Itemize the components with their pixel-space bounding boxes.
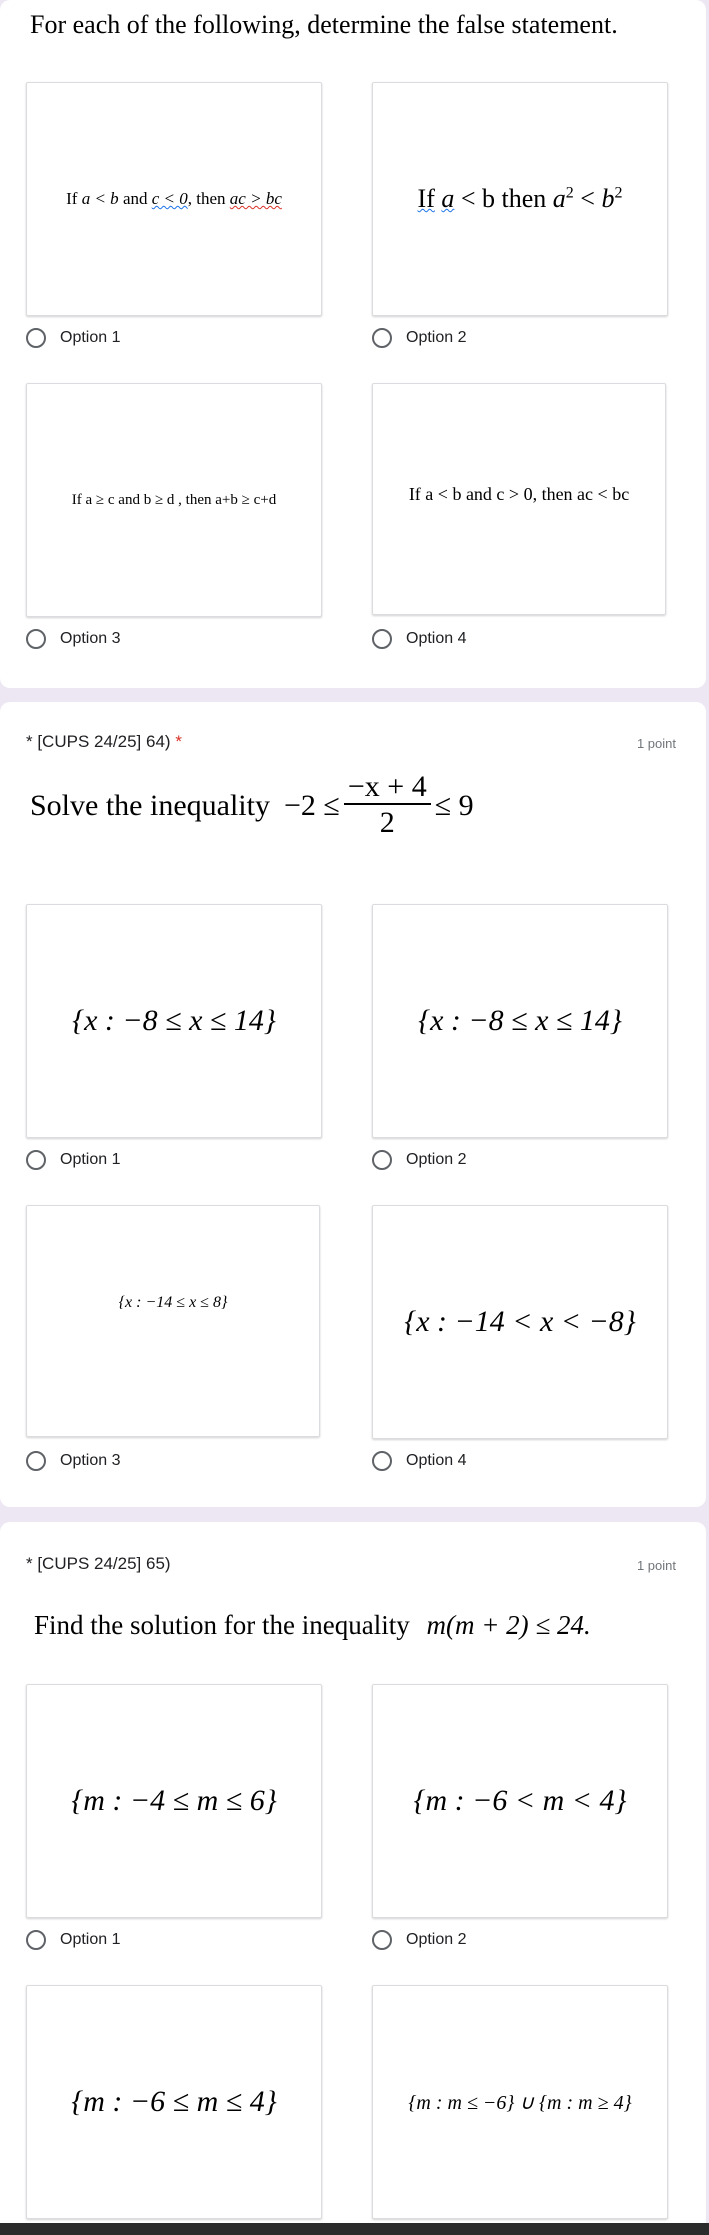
- option-label: Option 2: [406, 329, 467, 346]
- option-1-statement: If a < b and c < 0, then ac > bc: [66, 189, 282, 208]
- option-4-choice[interactable]: [372, 629, 466, 649]
- option-4-choice[interactable]: [372, 1451, 466, 1471]
- question-label: * [CUPS 24/25] 65): [26, 1554, 171, 1573]
- question-label: * [CUPS 24/25] 64) *: [26, 732, 182, 751]
- option-1-image: [26, 82, 322, 316]
- option-1-image: {m : −4 ≤ m ≤ 6}: [26, 1684, 322, 1918]
- option-label: Option 3: [60, 1452, 121, 1469]
- question-title: For each of the following, determine the false statement.: [30, 10, 618, 39]
- radio-button[interactable]: [26, 328, 46, 348]
- option-3-image: [26, 383, 322, 617]
- question-card-3: [0, 1522, 706, 2235]
- option-3-choice[interactable]: [26, 629, 120, 649]
- points-label: 1 point: [636, 736, 676, 751]
- option-4-statement: If a < b and c > 0, then ac < bc: [408, 484, 630, 504]
- question-card-1: [0, 0, 706, 688]
- radio-button[interactable]: [372, 1150, 392, 1170]
- option-3-image: {m : −6 ≤ m ≤ 4}: [26, 1985, 322, 2219]
- bottom-bar: [0, 2223, 709, 2235]
- option-1-choice[interactable]: [26, 1150, 120, 1170]
- question-title: Find the solution for the inequality m(m + 2) ≤ 24.: [34, 1610, 591, 1640]
- option-label: Option 1: [60, 1151, 121, 1168]
- option-2-choice[interactable]: [372, 328, 466, 348]
- option-label: Option 1: [60, 329, 121, 346]
- radio-button[interactable]: [26, 1930, 46, 1950]
- option-4-image: [372, 383, 666, 615]
- option-2-choice[interactable]: [372, 1150, 466, 1170]
- option-4-image: {x : −14 < x < −8}: [372, 1205, 668, 1439]
- option-4-image: {m : m ≤ −6} ∪ {m : m ≥ 4}: [372, 1985, 668, 2219]
- option-2-choice[interactable]: [372, 1930, 466, 1950]
- option-label: Option 3: [60, 630, 121, 647]
- radio-button[interactable]: [26, 629, 46, 649]
- option-label: Option 1: [60, 1931, 121, 1948]
- option-1-choice[interactable]: [26, 1930, 120, 1950]
- radio-button[interactable]: [372, 1930, 392, 1950]
- radio-button[interactable]: [372, 629, 392, 649]
- option-1-image: {x : −8 ≤ x ≤ 14}: [26, 904, 322, 1138]
- option-2-image: {x : −8 ≤ x ≤ 14}: [372, 904, 668, 1138]
- radio-button[interactable]: [372, 1451, 392, 1471]
- option-2-image: {m : −6 < m < 4}: [372, 1684, 668, 1918]
- radio-button[interactable]: [372, 328, 392, 348]
- option-label: Option 4: [406, 630, 467, 647]
- radio-button[interactable]: [26, 1451, 46, 1471]
- required-marker: *: [175, 732, 182, 751]
- option-label: Option 4: [406, 1452, 467, 1469]
- option-2-statement: If a < b then $a^2 < b^2$: [417, 184, 623, 213]
- option-3-statement: If a ≥ c and b ≥ d , then a+b ≥ c+d: [71, 491, 277, 508]
- question-card-2: [0, 702, 706, 1507]
- question-title: Solve the inequality −2 ≤ $\frac{-x + 4}{2}$ ≤ 9: [30, 770, 474, 839]
- option-1-choice[interactable]: [26, 328, 120, 348]
- option-label: Option 2: [406, 1931, 467, 1948]
- option-label: Option 2: [406, 1151, 467, 1168]
- points-label: 1 point: [636, 1558, 676, 1573]
- option-2-image: [372, 82, 668, 316]
- radio-button[interactable]: [26, 1150, 46, 1170]
- option-3-choice[interactable]: [26, 1451, 120, 1471]
- option-3-image: {x : −14 ≤ x ≤ 8}: [26, 1205, 320, 1437]
